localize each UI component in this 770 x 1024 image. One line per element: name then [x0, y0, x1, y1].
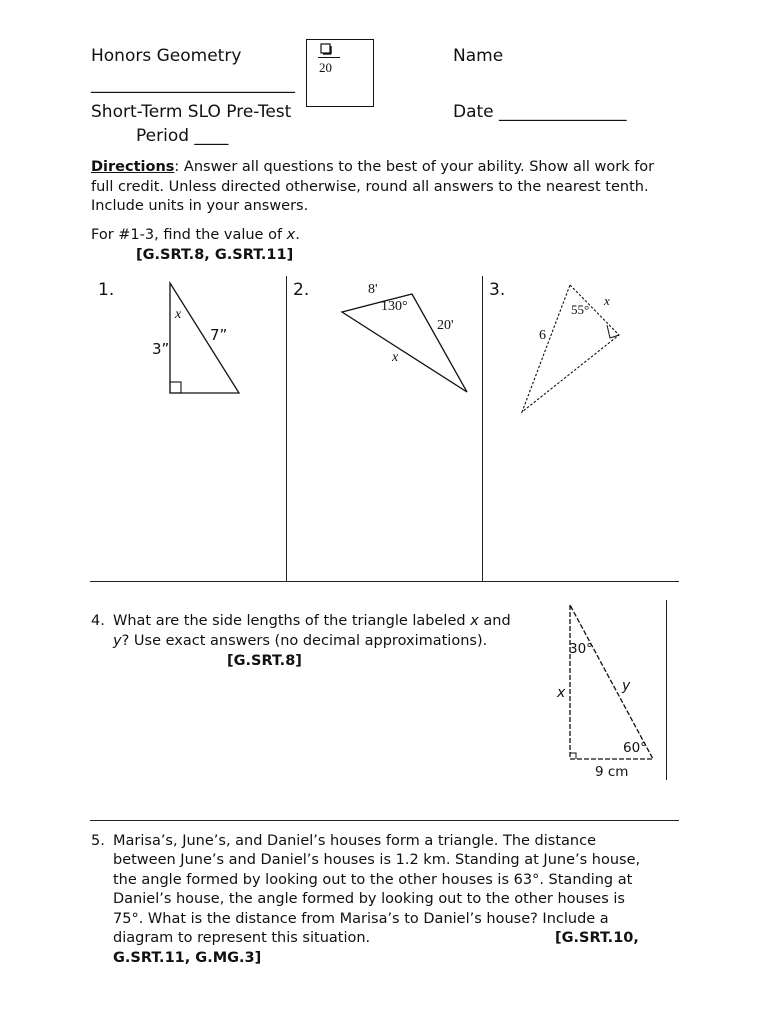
label-top-side: 8'	[368, 282, 378, 297]
fraction-bar	[318, 57, 340, 58]
question-4-standards: [G.SRT.8]	[227, 653, 302, 669]
name-field[interactable]: Name	[453, 46, 504, 66]
label-x: x	[392, 350, 399, 365]
label-side: 20'	[437, 318, 454, 333]
label-x: x	[175, 307, 182, 322]
question-4-line-1: What are the side lengths of the triangle labeled x and	[113, 613, 511, 629]
question-5-line: diagram to represent this situation.	[113, 930, 371, 946]
answer-divider	[666, 600, 667, 780]
question-5-line: between June’s and Daniel’s houses is 1.2 km. Standing at June’s house,	[113, 852, 641, 868]
checkbox-icon	[320, 43, 332, 55]
problem-number: 2.	[293, 280, 310, 300]
label-x: x	[557, 685, 566, 701]
label-leg: 3”	[152, 340, 170, 358]
question-5-line: Marisa’s, June’s, and Daniel’s houses form a triangle. The distance	[113, 833, 596, 849]
label-angle: 55°	[571, 302, 590, 317]
problem-number: 3.	[489, 280, 506, 300]
triangle-2	[340, 290, 480, 400]
angle-top: 30°	[569, 641, 593, 657]
question-5-line: 75°. What is the distance from Marisa’s to Daniel’s house? Include a	[113, 911, 609, 927]
directions-text: : Answer all questions to the best of your ability. Show all work for full credit. Unless directed otherwise, round all answers to the nearest tenth. Include units in your answers.	[91, 159, 655, 215]
section-divider	[90, 581, 679, 582]
label-base: 9 cm	[595, 764, 629, 780]
grid-divider	[482, 276, 483, 582]
period-field[interactable]: Period ____	[136, 126, 229, 146]
question-5-standards-cont: G.SRT.11, G.MG.3]	[113, 950, 262, 966]
label-side: 6	[539, 328, 546, 343]
question-4-line-2: y? Use exact answers (no decimal approximations).	[113, 633, 488, 649]
label-angle: 130°	[381, 299, 408, 314]
grid-divider	[286, 276, 287, 582]
label-x: x	[604, 293, 610, 308]
test-name: Short-Term SLO Pre-Test	[91, 102, 292, 122]
section-intro: For #1-3, find the value of x.	[91, 227, 300, 243]
score-box	[306, 39, 374, 107]
question-5-standards: [G.SRT.10,	[555, 930, 639, 946]
triangle-3	[518, 280, 628, 420]
directions	[91, 158, 671, 217]
course-underline: ________________________	[91, 74, 295, 94]
question-5-line: Daniel’s house, the angle formed by looking out to the other houses is	[113, 891, 625, 907]
label-y: y	[622, 678, 631, 694]
angle-bottom: 60°	[623, 740, 647, 756]
question-number: 4.	[91, 613, 105, 629]
section-standards: [G.SRT.8, G.SRT.11]	[136, 247, 294, 263]
course-title: Honors Geometry	[91, 46, 242, 66]
directions-label: Directions	[91, 159, 175, 175]
score-total: 20	[319, 60, 332, 75]
label-hypotenuse: 7”	[210, 326, 228, 344]
section-divider	[90, 820, 679, 821]
question-number: 5.	[91, 833, 105, 849]
question-5-line: the angle formed by looking out to the other houses is 63°. Standing at	[113, 872, 633, 888]
date-field[interactable]: Date _______________	[453, 102, 627, 122]
problem-number: 1.	[98, 280, 115, 300]
